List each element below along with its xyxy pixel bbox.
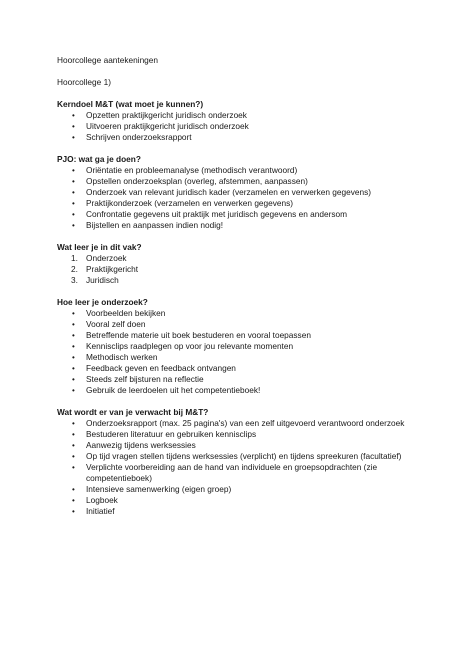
bullet-icon: • [72,463,75,472]
list-item: • Opstellen onderzoeksplan (overleg, afstemmen, aanpassen) [72,176,308,186]
bullet-icon: • [72,177,75,186]
bullet-icon: • [72,166,75,175]
verwacht-list [57,418,457,517]
list-item: • Voorbeelden bekijken [72,308,166,318]
list-item: • Verplichte voorbereiding aan de hand van individuele en groepsopdrachten (zie competentieboek) [72,462,378,483]
list-item: • Opzetten praktijkgericht juridisch onderzoek [72,110,247,120]
item-number: 3. [71,275,78,285]
list-item: • Schrijven onderzoeksrapport [72,132,192,142]
pjo-list [57,165,457,231]
list-item: • Betreffende materie uit boek bestuderen en vooral toepassen [72,330,311,340]
bullet-icon: • [72,353,75,362]
list-item: • Gebruik de leerdoelen uit het competentieboek! [72,385,261,395]
list-item: • Onderzoek van relevant juridisch kader (verzamelen en verwerken gegevens) [72,187,372,197]
bullet-icon: • [72,133,75,142]
section-heading-verwacht: Wat wordt er van je verwacht bij M&T? [57,407,209,417]
bullet-icon: • [72,485,75,494]
bullet-icon: • [72,452,75,461]
bullet-icon: • [72,419,75,428]
list-item: • Feedback geven en feedback ontvangen [72,363,236,373]
bullet-icon: • [72,320,75,329]
bullet-icon: • [72,111,75,120]
list-item: • Onderzoeksrapport (max. 25 pagina's) van een zelf uitgevoerd verantwoord onderzoek [72,418,405,428]
list-item: • Uitvoeren praktijkgericht juridisch onderzoek [72,121,249,131]
list-item: • Praktijkonderzoek (verzamelen en verwerken gegevens) [72,198,294,208]
bullet-icon: • [72,430,75,439]
wat-leer-je-list [57,253,457,286]
document-title: Hoorcollege aantekeningen [57,55,159,65]
list-item: • Kennisclips raadplegen op voor jou relevante momenten [72,341,294,351]
list-item: • Vooral zelf doen [72,319,146,329]
section-heading-wat-leer-je: Wat leer je in dit vak? [57,242,142,252]
numbered-item: 1. Onderzoek [71,253,127,263]
section-heading-pjo: PJO: wat ga je doen? [57,154,141,164]
list-item: • Bijstellen en aanpassen indien nodig! [72,220,223,230]
list-item: • Op tijd vragen stellen tijdens werksessies (verplicht) en tijdens spreekuren (facultatief) [72,451,402,461]
bullet-icon: • [72,364,75,373]
list-item: • Intensieve samenwerking (eigen groep) [72,484,232,494]
numbered-item: 2. Praktijkgericht [71,264,139,274]
kerndoel-list [57,110,457,143]
bullet-icon: • [72,210,75,219]
bullet-icon: • [72,331,75,340]
list-item: • Methodisch werken [72,352,158,362]
bullet-icon: • [72,441,75,450]
list-item: • Logboek [72,495,118,505]
hoe-leer-je-list [57,308,457,396]
bullet-icon: • [72,188,75,197]
bullet-icon: • [72,496,75,505]
item-number: 2. [71,264,78,274]
bullet-icon: • [72,199,75,208]
section-heading-kerndoel: Kerndoel M&T (wat moet je kunnen?) [57,99,204,109]
bullet-icon: • [72,122,75,131]
bullet-icon: • [72,507,75,516]
list-item: • Confrontatie gegevens uit praktijk met juridisch gegevens en andersom [72,209,348,219]
bullet-icon: • [72,221,75,230]
section-heading-hoe-leer-je: Hoe leer je onderzoek? [57,297,148,307]
lecture-subtitle: Hoorcollege 1) [57,77,111,87]
bullet-icon: • [72,309,75,318]
bullet-icon: • [72,375,75,384]
list-item: • Bestuderen literatuur en gebruiken kennisclips [72,429,257,439]
bullet-icon: • [72,342,75,351]
document-body [57,55,457,517]
item-number: 1. [71,253,78,263]
list-item: • Oriëntatie en probleemanalyse (methodisch verantwoord) [72,165,298,175]
numbered-item: 3. Juridisch [71,275,119,285]
list-item: • Steeds zelf bijsturen na reflectie [72,374,204,384]
list-item: • Aanwezig tijdens werksessies [72,440,196,450]
bullet-icon: • [72,386,75,395]
list-item: • Initiatief [72,506,115,516]
